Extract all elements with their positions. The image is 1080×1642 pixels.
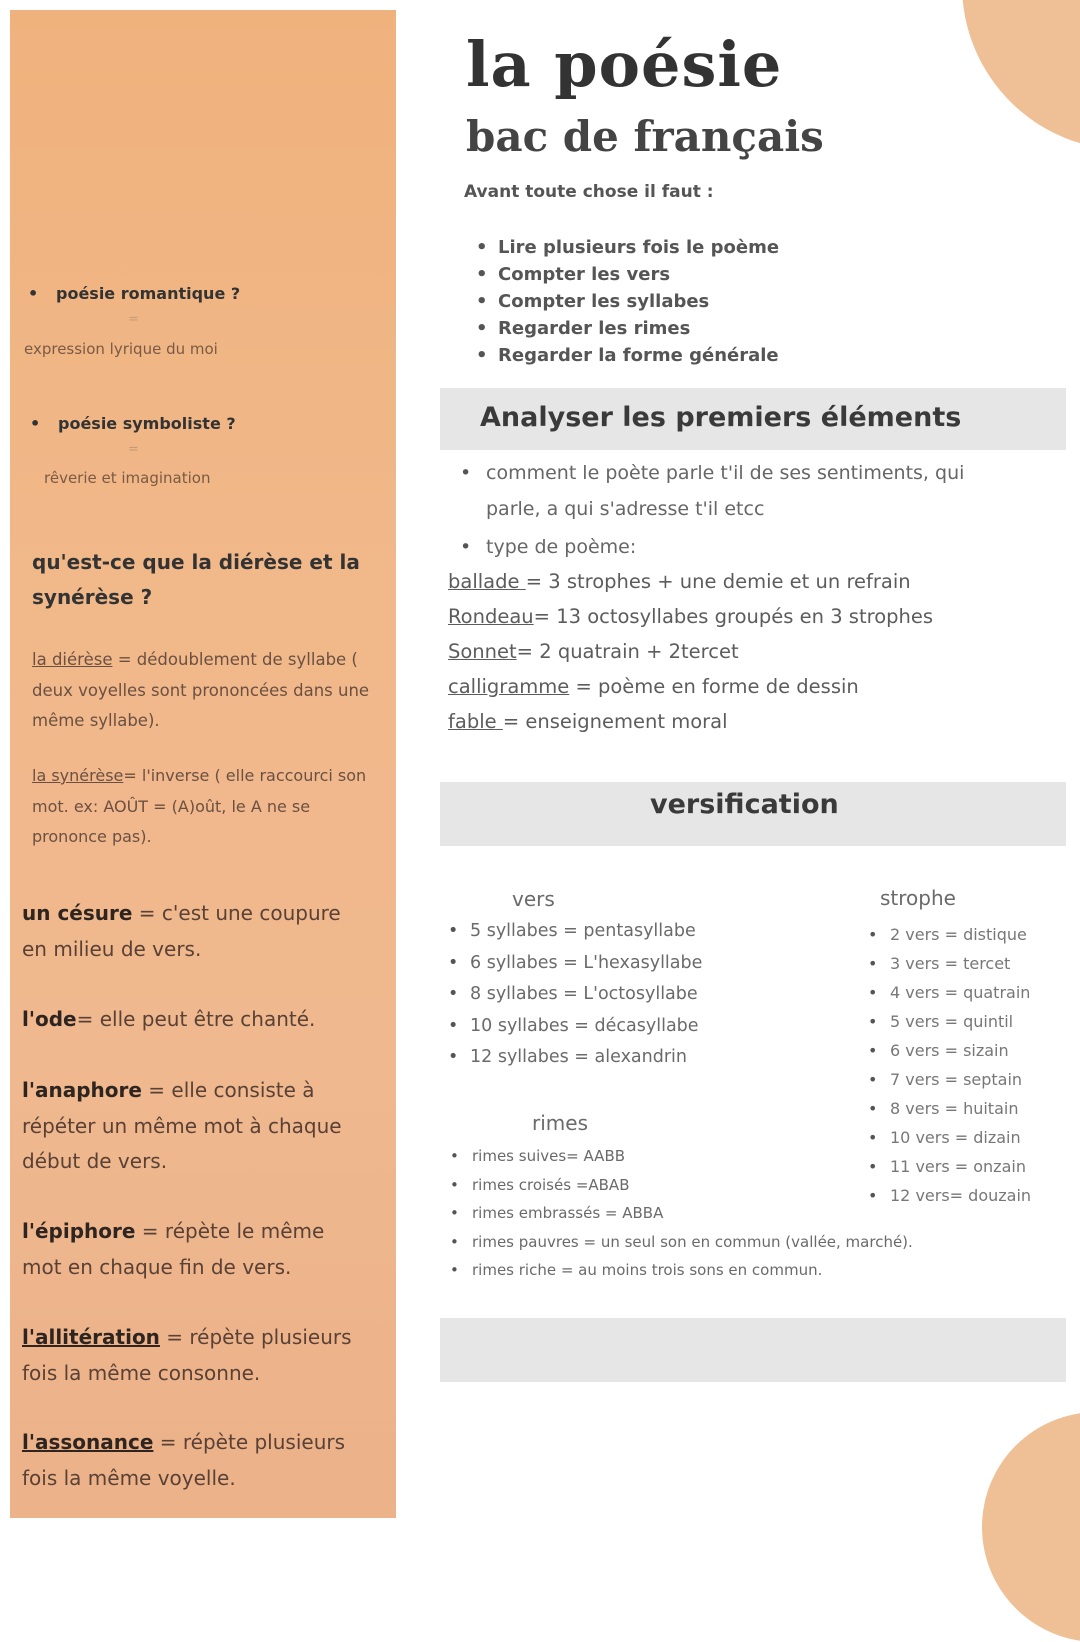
rimes-title: rimes [532, 1111, 588, 1135]
vers-list [448, 916, 702, 1074]
list-item: • 10 syllabes = décasyllabe [448, 1011, 702, 1043]
sidebar-assonance-def: = répète plusieurs fois la même voyelle. [22, 1430, 346, 1490]
poem-type-row [448, 634, 1048, 669]
intro-text: Avant toute chose il faut : [464, 182, 714, 202]
poem-type-row [448, 564, 1048, 599]
poem-type-def: = poème en forme de dessin [569, 675, 859, 698]
sidebar-symboliste-def: rêverie et imagination [44, 469, 211, 487]
sidebar-anaphore [22, 1073, 362, 1180]
bullet-dot [460, 536, 486, 558]
steps-list [476, 234, 779, 369]
poem-types-list [448, 564, 1048, 739]
sidebar-assonance [22, 1425, 367, 1496]
versification-heading: versification [650, 789, 839, 820]
sidebar-alliteration-term: l'allitération [22, 1325, 160, 1349]
poem-type-term: Sonnet [448, 640, 517, 663]
list-item: • 6 syllabes = L'hexasyllabe [448, 948, 702, 980]
sidebar-dierese-term: la diérèse [32, 650, 113, 669]
bullet-dot [460, 455, 486, 527]
list-item: • 5 syllabes = pentasyllabe [448, 916, 702, 948]
analyse-heading: Analyser les premiers éléments [480, 402, 962, 433]
poem-type-row [448, 669, 1048, 704]
sidebar-ode-term: l'ode [22, 1007, 77, 1031]
poem-type-def: = 3 strophes + une demie et un refrain [525, 570, 911, 593]
list-item: • rimes pauvres = un seul son en commun (vallée, marché). [450, 1228, 970, 1257]
sidebar-synerese-term: la synérèse [32, 766, 124, 785]
list-item: • rimes embrassés = ABBA [450, 1199, 970, 1228]
sidebar-dierese-heading-line2: synérèse ? [32, 585, 153, 609]
page-title: la poésie [466, 28, 783, 101]
list-item: • Lire plusieurs fois le poème [476, 234, 779, 261]
list-item: • Compter les syllabes [476, 288, 779, 315]
list-item: • 12 vers= douzain [868, 1181, 1031, 1210]
analyse-bullet-1-text: comment le poète parle t'il de ses sentiments, qui parle, a qui s'adresse t'il etcc [486, 462, 965, 520]
list-item: • 6 vers = sizain [868, 1036, 1031, 1065]
list-item: • 8 vers = huitain [868, 1094, 1031, 1123]
poem-type-def: = 2 quatrain + 2tercet [516, 640, 739, 663]
list-item: • 2 vers = distique [868, 920, 1031, 949]
list-item: • 11 vers = onzain [868, 1152, 1031, 1181]
sidebar-symboliste-title: • poésie symboliste ? [30, 414, 236, 433]
list-item: • 5 vers = quintil [868, 1007, 1031, 1036]
sidebar-epiphore-term: l'épiphore [22, 1219, 136, 1243]
list-item: • Compter les vers [476, 261, 779, 288]
list-item: • 10 vers = dizain [868, 1123, 1031, 1152]
sidebar-epiphore-def: = répète le même mot en chaque fin de vers. [22, 1219, 325, 1279]
vers-title: vers [512, 887, 555, 911]
list-item: • rimes riche = au moins trois sons en commun. [450, 1256, 970, 1285]
list-item: • 4 vers = quatrain [868, 978, 1031, 1007]
sidebar-anaphore-def: = elle consiste à répéter un même mot à chaque début de vers. [22, 1078, 342, 1173]
sidebar-anaphore-term: l'anaphore [22, 1078, 142, 1102]
analyse-bullet-2 [460, 529, 636, 565]
sidebar-alliteration-def: = répète plusieurs fois la même consonne. [22, 1325, 352, 1385]
list-item: • Regarder la forme générale [476, 342, 779, 369]
sidebar-symboliste-eq: = [128, 442, 139, 457]
list-item: • 7 vers = septain [868, 1065, 1031, 1094]
page-subtitle: bac de français [466, 112, 824, 161]
list-item: • Regarder les rimes [476, 315, 779, 342]
sidebar-alliteration [22, 1320, 367, 1391]
sidebar-romantique-eq: = [128, 312, 139, 327]
sidebar-romantique-title: • poésie romantique ? [28, 284, 240, 303]
rimes-list [450, 1142, 970, 1285]
decorative-circle-bottom [982, 1412, 1080, 1642]
decorative-circle-top [962, 0, 1080, 150]
poem-type-term: calligramme [448, 675, 570, 698]
sidebar-assonance-term: l'assonance [22, 1430, 154, 1454]
sidebar-cesure-def: = c'est une coupure en milieu de vers. [22, 901, 341, 961]
poem-type-row [448, 599, 1048, 634]
sidebar-romantique-def: expression lyrique du moi [24, 340, 218, 358]
list-item: • 8 syllabes = L'octosyllabe [448, 979, 702, 1011]
list-item: • rimes suives= AABB [450, 1142, 970, 1171]
sidebar-cesure-term: un césure [22, 901, 133, 925]
sidebar-dierese-heading-line1: qu'est-ce que la diérèse et la [32, 550, 360, 574]
analyse-bullet-1 [460, 455, 1020, 527]
sidebar-ode-def: = elle peut être chanté. [76, 1007, 316, 1031]
sidebar-ode [22, 1002, 382, 1038]
analyse-bullet-2-text: type de poème: [486, 536, 637, 558]
empty-band [440, 1318, 1066, 1382]
sidebar-dierese-heading [32, 545, 382, 615]
poem-type-row [448, 704, 1048, 739]
list-item: • rimes croisés =ABAB [450, 1171, 970, 1200]
poem-type-term: Rondeau [448, 605, 534, 628]
sidebar-epiphore [22, 1214, 352, 1285]
strophe-title: strophe [880, 886, 956, 910]
poem-type-def: = enseignement moral [502, 710, 728, 733]
list-item: • 3 vers = tercet [868, 949, 1031, 978]
sidebar-dierese-def: = dédoublement de syllabe ( deux voyelles sont prononcées dans une même syllabe). [32, 650, 370, 730]
sidebar-synerese-paragraph [32, 761, 372, 853]
poem-type-def: = 13 octosyllabes groupés en 3 strophes [533, 605, 934, 628]
sidebar-synerese-def: = l'inverse ( elle raccourci son mot. ex: AOÛT = (A)oût, le A ne se prononce pas). [32, 766, 367, 846]
sidebar-dierese-paragraph [32, 645, 384, 737]
sidebar-cesure [22, 896, 362, 967]
poem-type-term: fable [448, 710, 503, 733]
poem-type-term: ballade [448, 570, 526, 593]
list-item: • 12 syllabes = alexandrin [448, 1042, 702, 1074]
